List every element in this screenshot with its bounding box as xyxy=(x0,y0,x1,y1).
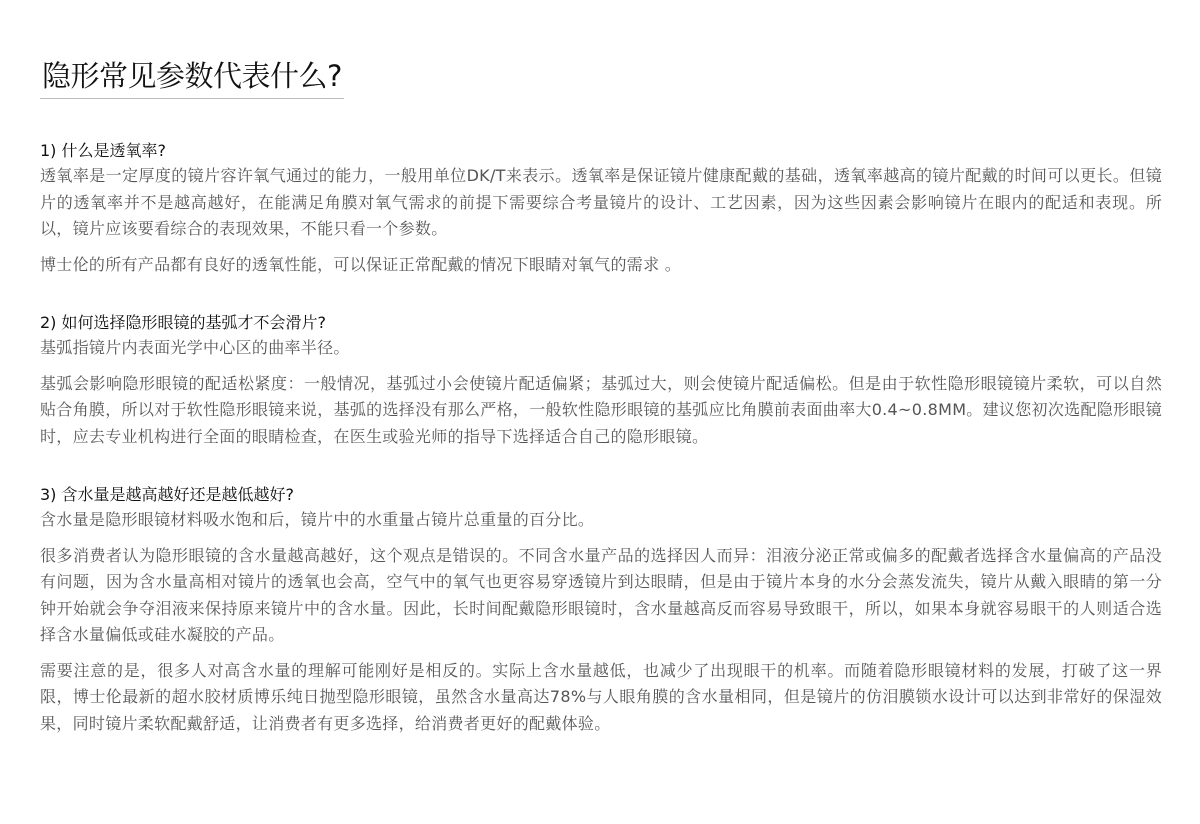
paragraph: 很多消费者认为隐形眼镜的含水量越高越好，这个观点是错误的。不同含水量产品的选择因人而异：泪液分泌正常或偏多的配戴者选择含水量偏高的产品没有问题，因为含水量高相对镜片的透氧也会高，空气中的氧气也更容易穿透镜片到达眼睛，但是由于镜片本身的水分会蒸发流失，镜片从戴入眼睛的第一分钟开始就会争夺泪液来保持原来镜片中的含水量。因此，长时间配戴隐形眼镜时，含水量越高反而容易导致眼干，所以，如果本身就容易眼干的人则适合选择含水量偏低或硅水凝胶的产品。 xyxy=(40,545,1162,644)
paragraph: 需要注意的是，很多人对高含水量的理解可能刚好是相反的。实际上含水量越低，也减少了出现眼干的机率。而随着隐形眼镜材料的发展，打破了这一界限，博士伦最新的超水胶材质博乐纯日抛型隐形眼镜，虽然含水量高达78%与人眼角膜的含水量相同，但是镜片的仿泪膜锁水设计可以达到非常好的保湿效果，同时镜片柔软配戴舒适，让消费者有更多选择，给消费者更好的配戴体验。 xyxy=(40,660,1162,733)
section-heading: 1) 什么是透氧率? xyxy=(40,141,167,160)
paragraph: 博士伦的所有产品都有良好的透氧性能，可以保证正常配戴的情况下眼睛对氧气的需求 。 xyxy=(40,254,682,274)
section-heading: 2) 如何选择隐形眼镜的基弧才不会滑片? xyxy=(40,313,327,332)
section-water-content xyxy=(40,483,1162,737)
section-heading: 3) 含水量是越高越好还是越低越好? xyxy=(40,485,295,504)
section-oxygen-permeability xyxy=(40,139,1162,278)
section-base-curve xyxy=(40,311,1162,450)
paragraph: 基弧指镜片内表面光学中心区的曲率半径。 xyxy=(40,338,350,357)
paragraph: 透氧率是一定厚度的镜片容许氧气通过的能力，一般用单位DK/T来表示。透氧率是保证镜片健康配戴的基础，透氧率越高的镜片配戴的时间可以更长。但镜片的透氧率并不是越高越好，在能满足角膜对氧气需求的前提下需要综合考量镜片的设计、工艺因素，因为这些因素会影响镜片在眼内的配适和表现。所以，镜片应该要看综合的表现效果，不能只看一个参数。 xyxy=(40,166,1162,238)
paragraph: 含水量是隐形眼镜材料吸水饱和后，镜片中的水重量占镜片总重量的百分比。 xyxy=(40,510,595,529)
page-title: 隐形常见参数代表什么? xyxy=(40,56,344,99)
paragraph: 基弧会影响隐形眼镜的配适松紧度：一般情况，基弧过小会使镜片配适偏紧；基弧过大，则会使镜片配适偏松。但是由于软性隐形眼镜镜片柔软，可以自然贴合角膜，所以对于软性隐形眼镜来说，基弧的选择没有那么严格，一般软性隐形眼镜的基弧应比角膜前表面曲率大0.4~0.8MM。建议您初次选配隐形眼镜时，应去专业机构进行全面的眼睛检查，在医生或验光师的指导下选择适合自己的隐形眼镜。 xyxy=(40,373,1162,446)
article xyxy=(40,56,1162,737)
